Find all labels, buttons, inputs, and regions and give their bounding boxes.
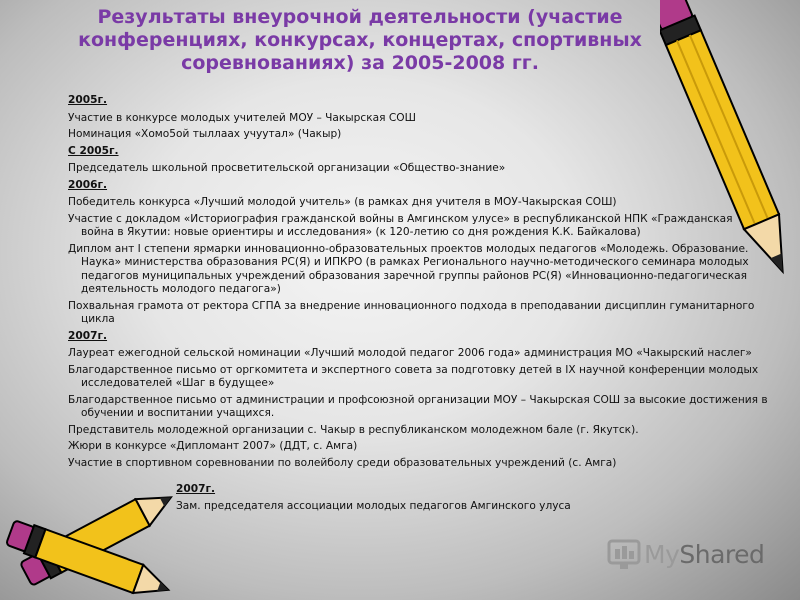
pencil-icon	[660, 0, 800, 290]
section-year: 2005г.	[68, 94, 108, 106]
list-item: Представитель молодежной организации с. Чакыр в республиканском молодежном бале (г. Якутск).	[68, 423, 639, 436]
section-year: 2007г.	[68, 329, 108, 342]
section-year: 2007г.	[176, 483, 216, 495]
logo-text	[644, 540, 764, 569]
list-item: Участие в конкурсе молодых учителей МОУ – Чакырская СОШ	[68, 111, 416, 124]
pencil-icon	[0, 470, 190, 600]
list-item: Благодарственное письмо от оргкомитета и экспертного совета за подготовку детей в IX научной конференции молодых исследователей «Шаг в будущее»	[68, 363, 759, 389]
list-item: Номинация «Хомо5ой тыллаах учуутал» (Чакыр)	[68, 128, 342, 140]
myshared-logo	[606, 537, 764, 571]
list-item: Жюри в конкурсе «Дипломант 2007» (ДДТ, с. Амга)	[68, 440, 358, 452]
section-year: 2006г.	[68, 178, 108, 191]
list-item: Победитель конкурса «Лучший молодой учитель» (в рамках дня учителя в МОУ-Чакырская СОШ)	[68, 196, 617, 208]
mysharedlogo-icon	[606, 537, 644, 571]
list-item: Лауреат ежегодной сельской номинации «Лучший молодой педагог 2006 года» администрация МО «Чакырский наслег»	[68, 347, 752, 359]
logo-text-light: My	[644, 539, 680, 569]
list-item: Похвальная грамота от ректора СГПА за внедрение инновационного подхода в преподавании дисциплин гуманитарного цикла	[68, 299, 755, 325]
tail-section	[176, 482, 571, 513]
section-year: С 2005г.	[68, 144, 119, 157]
list-item: Участие в спортивном соревновании по волейболу среди образовательных учреждений (с. Амга)	[68, 456, 617, 469]
list-item: Зам. председателя ассоциации молодых педагогов Амгинского улуса	[176, 500, 571, 512]
list-item: Участие с докладом «Историография гражданской войны в Амгинском улусе» в республиканской НПК «Гражданская война в Якутии: новые ориентиры и исследования» (к 120-летию со дня рождения К.К. Байкалова)	[68, 212, 733, 238]
list-item: Диплом ант I степени ярмарки инновационно-образовательных проектов молодых педагогов «Молодежь. Образование. Наука» министерства образования РС(Я) и ИПКРО (в рамках Регионального научно-методического семинара молодых педагогов муниципальных учреждений образования заречной группы районов РС(Я) «Инновационно-педагогическая деятельность молодого педагога»)	[68, 242, 749, 295]
logo-text-dark: Shared	[679, 539, 765, 569]
slide-title: Результаты внеурочной деятельности (участие конференциях, конкурсах, концертах, спортивных соревнованиях) за 2005-2008 гг.	[78, 6, 642, 74]
list-item: Председатель школьной просветительской организации «Общество-знание»	[68, 162, 506, 174]
list-item: Благодарственное письмо от администрации и профсоюзной организации МОУ – Чакырская СОШ за высокие достижения в обучении и воспитании учащихся.	[68, 393, 768, 419]
